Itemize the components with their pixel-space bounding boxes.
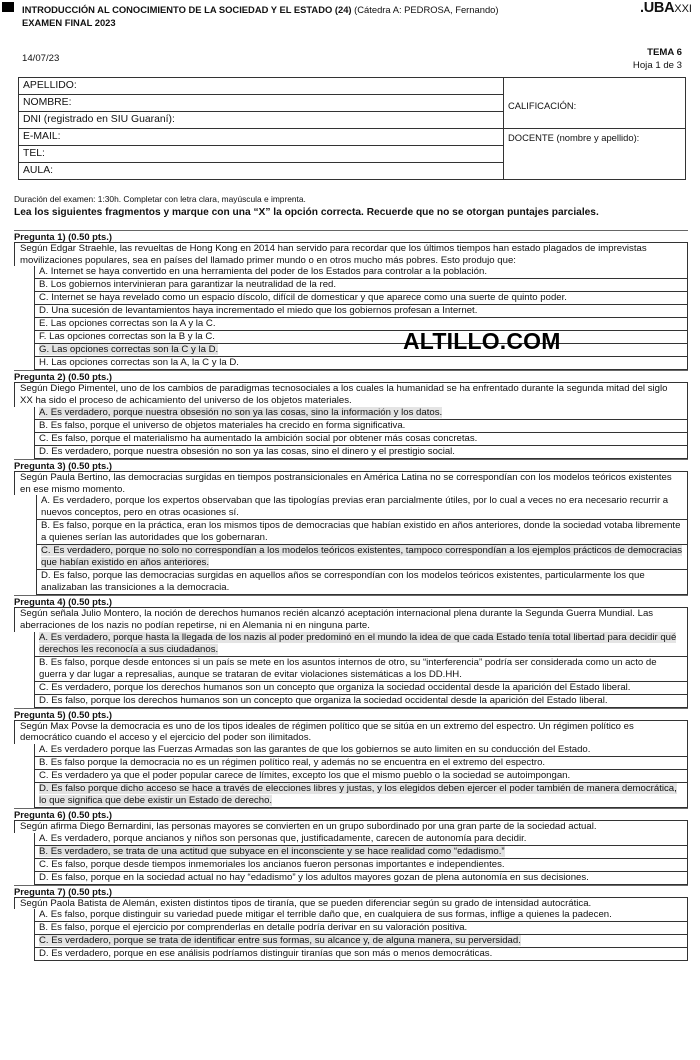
question-stem: Según señala Julio Montero, la noción de derechos humanos recién alcanzó aceptación internacional plena durante la Segunda Guerra Mundial. Las aberraciones de los nazis no podían repetirse, ni en Alemania ni en ninguna parte. (14, 607, 688, 631)
answer-option[interactable] (35, 935, 687, 948)
page-indicator: Hoja 1 de 3 (632, 60, 682, 71)
aula-field[interactable]: AULA: (19, 163, 504, 180)
option-text: D. Es falso, porque las democracias surgidas en aquellos años se correspondían con los modelos teóricos existentes, particularmente los que analizaban las transiciones a la democracia. (41, 570, 645, 594)
option-text: A. Es verdadero, porque hasta la llegada de los nazis al poder predominó en el mundo la idea de que cada Estado tenía total libertad para decidir qué derechos les reconocía a sus ciudadanos. (39, 631, 677, 655)
question-2 (14, 370, 688, 458)
option-text: A. Es verdadero porque las Fuerzas Armadas son las garantes de que los gobiernos se auto limiten en su conducción del Estado. (39, 744, 591, 756)
answer-option[interactable] (35, 757, 687, 770)
tel-field[interactable]: TEL: (19, 146, 504, 163)
answer-option[interactable] (35, 909, 687, 922)
question-header: Pregunta 4) (0.50 pts.) (14, 595, 688, 607)
question-1 (14, 230, 688, 370)
question-header: Pregunta 3) (0.50 pts.) (14, 459, 688, 471)
answer-option[interactable] (35, 632, 687, 657)
question-stem: Según Paola Batista de Alemán, existen distintos tipos de tiranía, que se pueden diferenciar según su grado de intensidad autocrática. (14, 897, 688, 910)
option-text: B. Los gobiernos intervinieran para garantizar la neutralidad de la red. (39, 279, 337, 291)
question-list (14, 230, 688, 961)
tema-label: TEMA 6 (647, 47, 682, 58)
option-text: B. Es falso, porque en la práctica, eran los mismos tipos de democracias que habían existido en años anteriores, donde la sociedad votaba libremente a quienes serían las autoridades que los gobernaran. (41, 520, 681, 544)
question-3 (14, 459, 688, 595)
option-list (34, 266, 688, 370)
dni-field[interactable]: DNI (registrado en SIU Guaraní): (19, 112, 504, 129)
option-text: C. Internet se haya revelado como un espacio díscolo, difícil de domesticar y que aparece como una suerte de quinto poder. (39, 292, 567, 304)
question-stem: Según Max Povse la democracia es uno de los tipos ideales de régimen político que se sitúa en un extremo del espectro. Un régimen político es democrático cuando el acceso y el ejercicio del poder son ilimitados. (14, 720, 688, 744)
answer-option[interactable] (35, 872, 687, 885)
option-text: B. Es falso, porque el ejercicio por comprenderlas en detalle podría derivar en su valoración positiva. (39, 922, 468, 934)
option-text: D. Es falso, porque en la sociedad actual no hay “edadismo” y los adultos mayores gozan de plena autonomía en sus decisiones. (39, 871, 589, 883)
option-text: C. Es falso, porque el materialismo ha aumentado la ambición social por obtener más cosas concretas. (39, 432, 478, 444)
answer-option[interactable] (35, 420, 687, 433)
option-text: D. Es falso porque dicho acceso se hace a través de elecciones libres y justas, y los elegidos deben ejercer el poder también de manera democrática, lo que significa que debe existir un Estado de derecho. (39, 783, 677, 807)
question-5 (14, 708, 688, 808)
option-text: C. Es verdadero ya que el poder popular carece de límites, excepto los que el mismo pueblo o la sociedad se autoimpongan. (39, 770, 571, 782)
answer-option[interactable] (35, 407, 687, 420)
question-header: Pregunta 6) (0.50 pts.) (14, 808, 688, 820)
question-7 (14, 885, 688, 962)
exam-name: EXAMEN FINAL 2023 (22, 17, 116, 28)
answer-option[interactable] (35, 783, 687, 808)
calificacion-field[interactable]: CALIFICACIÓN: (504, 78, 686, 129)
catedra: (Cátedra A: PEDROSA, Fernando) (354, 4, 499, 15)
answer-option[interactable] (37, 495, 687, 520)
option-text: C. Es falso, porque desde tiempos inmemoriales los ancianos fueron personas importantes e independientes. (39, 858, 505, 870)
exam-title (22, 3, 582, 29)
answer-option[interactable] (35, 318, 687, 331)
question-header: Pregunta 5) (0.50 pts.) (14, 708, 688, 720)
option-text: B. Es falso porque la democracia no es un régimen político real, y además no se encuentra en el extremo del espectro. (39, 757, 546, 769)
option-list (34, 744, 688, 808)
answer-option[interactable] (37, 570, 687, 595)
option-list (34, 909, 688, 961)
option-text: A. Internet se haya convertido en una herramienta del poder de los Estados para controlar a la población. (39, 266, 487, 278)
question-4 (14, 595, 688, 707)
option-text: B. Es falso, porque desde entonces si un país se mete en los asuntos internos de otro, su “interferencia” podría ser considerada como un acto de guerra y dar lugar a represalias, aunque se trataran de evitar violaciones sistemáticas a los DD.HH. (39, 656, 657, 680)
option-text: A. Es falso, porque distinguir su variedad puede mitigar el terrible daño que, en cualquiera de sus formas, inflige a quienes la padecen. (39, 909, 612, 921)
course-title: INTRODUCCIÓN AL CONOCIMIENTO DE LA SOCIEDAD Y EL ESTADO (24) (22, 4, 352, 15)
answer-option[interactable] (35, 344, 687, 357)
option-text: D. Es verdadero, porque nuestra obsesión no son ya las cosas, sino el dinero y el prestigio social. (39, 445, 455, 457)
corner-mark (2, 2, 14, 12)
answer-option[interactable] (35, 279, 687, 292)
answer-option[interactable] (35, 305, 687, 318)
answer-option[interactable] (35, 433, 687, 446)
question-stem: Según afirma Diego Bernardini, las personas mayores se convierten en un grupo subordinado por una gran parte de la sociedad actual. (14, 820, 688, 833)
option-text: A. Es verdadero, porque ancianos y niños son personas que, justificadamente, carecen de autonomía para decidir. (39, 832, 527, 844)
question-header: Pregunta 1) (0.50 pts.) (14, 230, 688, 242)
docente-field[interactable]: DOCENTE (nombre y apellido): (504, 129, 686, 180)
exam-duration: Duración del examen: 1:30h. Completar con letra clara, mayúscula e imprenta. (14, 194, 306, 204)
answer-option[interactable] (35, 922, 687, 935)
option-text: D. Es falso, porque los derechos humanos son un concepto que organiza la sociedad occidental desde la aparición del Estado liberal. (39, 694, 608, 706)
watermark: ALTILLO.COM (403, 328, 561, 354)
option-text: B. Es verdadero, se trata de una actitud que subyace en el inconsciente y se hace realidad como “edadismo.” (39, 845, 505, 857)
option-text: F. Las opciones correctas son la B y la C. (39, 331, 215, 343)
answer-option[interactable] (35, 446, 687, 459)
exam-date: 14/07/23 (22, 53, 60, 64)
answer-option[interactable] (37, 520, 687, 545)
option-text: C. Es verdadero, porque no solo no correspondían a los modelos teóricos existentes, tampoco correspondían a los ejemplos prácticos de democracias que habían existido en años anteriores. (41, 545, 682, 569)
nombre-field[interactable]: NOMBRE: (19, 95, 504, 112)
question-stem: Según Paula Bertino, las democracias surgidas en tiempos postransicionales en América Latina no se correspondían con los modelos teóricos existentes en ese mismo momento. (14, 471, 688, 495)
option-text: H. Las opciones correctas son la A, la C y la D. (39, 357, 239, 369)
question-stem: Según Diego Pimentel, uno de los cambios de paradigmas tecnosociales a los cuales la humanidad se ha enfrentado durante la segunda mitad del siglo XX ha sido el proceso de achicamiento del universo de los objetos materiales. (14, 382, 688, 406)
question-stem: Según Edgar Straehle, las revueltas de Hong Kong en 2014 han servido para recordar que los últimos tiempos han estado plagados de imprevistas movilizaciones populares, sea en países del llamado primer mundo o en otros mucho más pobres. Esto produjo que: (14, 242, 688, 266)
answer-option[interactable] (35, 357, 687, 370)
question-6 (14, 808, 688, 885)
answer-option[interactable] (35, 657, 687, 682)
instructions: Lea los siguientes fragmentos y marque con una “X” la opción correcta. Recuerde que no se otorgan puntajes parciales. (14, 207, 599, 218)
email-field[interactable]: E-MAIL: (19, 129, 504, 146)
answer-option[interactable] (35, 331, 687, 344)
option-list (34, 407, 688, 459)
option-text: A. Es verdadero, porque nuestra obsesión no son ya las cosas, sino la información y los datos. (39, 406, 443, 418)
answer-option[interactable] (35, 859, 687, 872)
answer-option[interactable] (35, 682, 687, 695)
option-text: D. Es verdadero, porque en ese análisis podríamos distinguir tiranías que son más o menos democráticas. (39, 948, 493, 960)
option-list (34, 632, 688, 708)
student-id-box (18, 77, 686, 180)
answer-option[interactable] (35, 266, 687, 279)
option-text: E. Las opciones correctas son la A y la C. (39, 318, 216, 330)
answer-option[interactable] (35, 695, 687, 708)
answer-option[interactable] (35, 744, 687, 757)
option-text: G. Las opciones correctas son la C y la D. (39, 344, 219, 356)
uba-logo: .UBAXXI (640, 0, 692, 16)
option-text: C. Es verdadero, porque se trata de identificar entre sus formas, su alcance y, de alguna manera, su perversidad. (39, 935, 521, 947)
option-text: B. Es falso, porque el universo de objetos materiales ha crecido en forma significativa. (39, 419, 406, 431)
answer-option[interactable] (37, 545, 687, 570)
answer-option[interactable] (35, 833, 687, 846)
answer-option[interactable] (35, 948, 687, 961)
option-text: C. Es verdadero, porque los derechos humanos son un concepto que organiza la sociedad occidental desde la aparición del Estado liberal. (39, 681, 631, 693)
question-header: Pregunta 2) (0.50 pts.) (14, 370, 688, 382)
apellido-field[interactable]: APELLIDO: (19, 78, 504, 95)
answer-option[interactable] (35, 846, 687, 859)
question-header: Pregunta 7) (0.50 pts.) (14, 885, 688, 897)
option-list (36, 495, 688, 595)
option-text: A. Es verdadero, porque los expertos observaban que las tipologías previas eran parcialmente útiles, por lo cual a veces no era necesario recurrir a nuevos conceptos, pero en otras ocasiones sí. (41, 495, 669, 519)
option-text: D. Una sucesión de levantamientos haya incrementado el miedo que los gobiernos profesan a Internet. (39, 305, 478, 317)
option-list (34, 833, 688, 885)
answer-option[interactable] (35, 292, 687, 305)
tema-block (633, 46, 682, 72)
answer-option[interactable] (35, 770, 687, 783)
